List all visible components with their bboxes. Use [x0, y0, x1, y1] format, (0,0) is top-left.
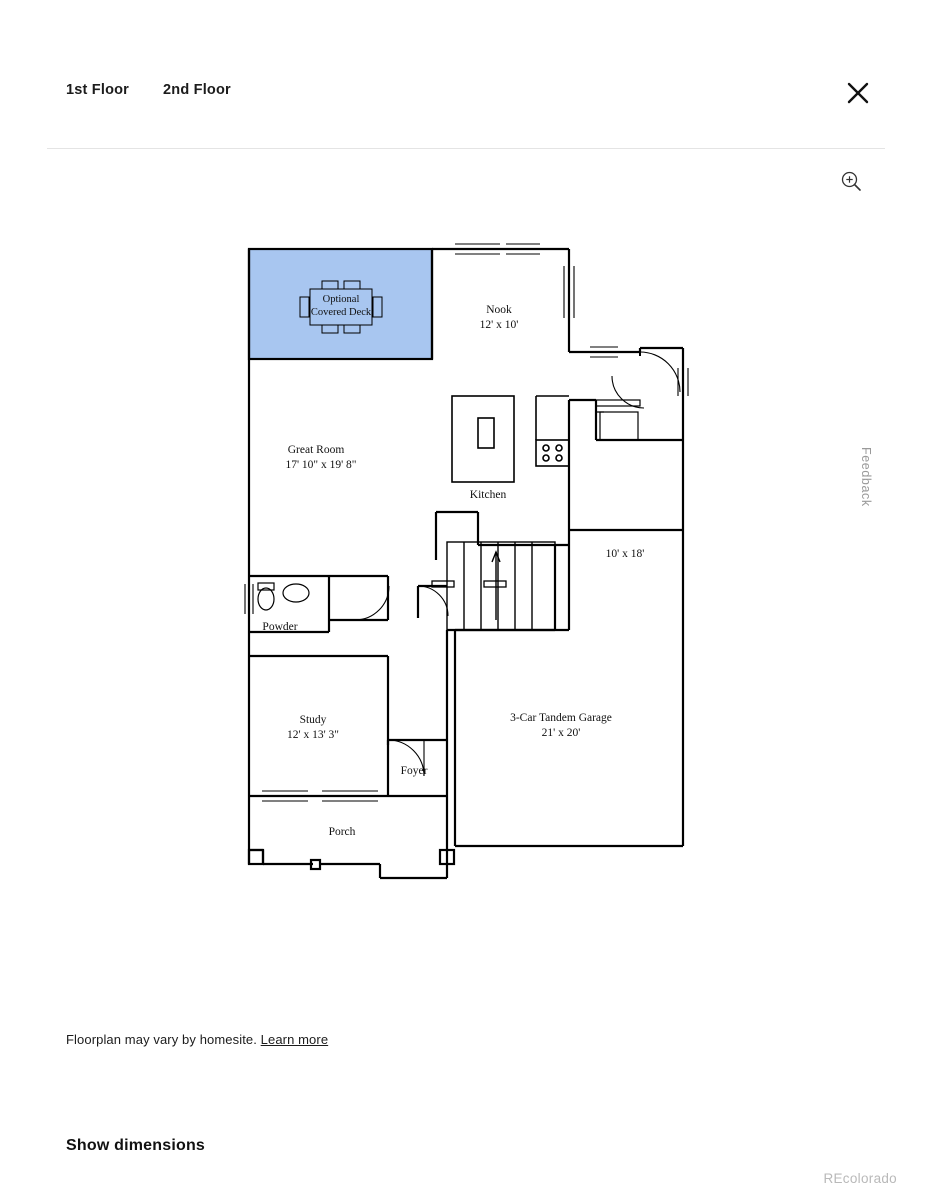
label-great-room: Great Room	[287, 444, 345, 456]
disclaimer-text: Floorplan may vary by homesite.	[66, 1032, 257, 1047]
tab-1st-floor[interactable]: 1st Floor	[66, 82, 130, 98]
floorplan-drawing[interactable]	[0, 200, 927, 940]
label-storage-dims: 10' x 18'	[605, 548, 645, 560]
show-dimensions-button[interactable]: Show dimensions	[66, 1137, 206, 1154]
label-foyer: Foyer	[400, 765, 428, 777]
floorplan-disclaimer	[66, 1032, 328, 1047]
label-optional-covered-deck-line1: Optional	[322, 294, 360, 305]
label-optional-covered-deck-line2: Covered Deck	[310, 307, 372, 318]
label-nook-dims: 12' x 10'	[479, 319, 519, 331]
floor-tabs	[66, 82, 231, 98]
label-study-dims: 12' x 13' 3"	[287, 729, 339, 741]
label-powder: Powder	[262, 621, 298, 633]
feedback-tab[interactable]: Feedback	[859, 447, 873, 507]
zoom-in-icon[interactable]	[840, 170, 862, 192]
learn-more-link[interactable]: Learn more	[260, 1032, 329, 1047]
label-nook: Nook	[486, 304, 512, 316]
tab-2nd-floor[interactable]: 2nd Floor	[163, 82, 231, 98]
label-great-room-dims: 17' 10" x 19' 8"	[285, 459, 357, 471]
floorplan-modal-header	[0, 0, 927, 150]
watermark: REcolorado	[823, 1171, 897, 1186]
label-study: Study	[299, 714, 327, 726]
label-garage-dims: 21' x 20'	[541, 727, 581, 739]
label-garage: 3-Car Tandem Garage	[510, 712, 612, 724]
header-divider	[47, 148, 885, 149]
close-icon[interactable]	[845, 80, 871, 106]
label-kitchen: Kitchen	[469, 489, 507, 501]
label-porch: Porch	[328, 826, 356, 838]
